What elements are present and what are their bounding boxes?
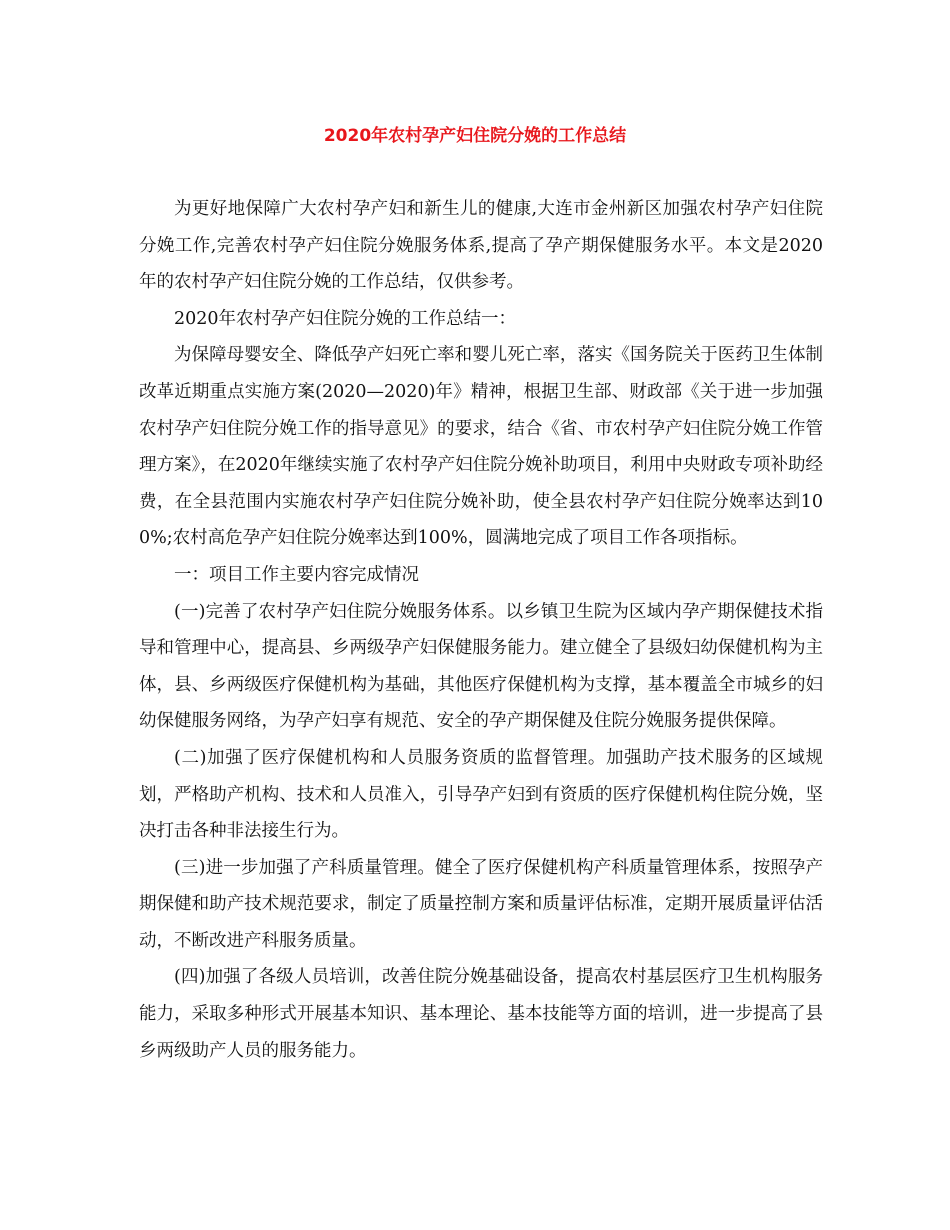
- paragraph-item-1: (一)完善了农村孕产妇住院分娩服务体系。以乡镇卫生院为区域内孕产期保健技术指导和管理中心，提高县、乡两级孕产妇保健服务能力。建立健全了县级妇幼保健机构为主体，县、乡两级医疗保健机构为基础，其他医疗保健机构为支撑，基本覆盖全市城乡的妇幼保健服务网络，为孕产妇享有规范、安全的孕产期保健及住院分娩服务提供保障。: [139, 601, 823, 732]
- paragraph-item-2: (二)加强了医疗保健机构和人员服务资质的监督管理。加强助产技术服务的区域规划，严格助产机构、技术和人员准入，引导孕产妇到有资质的医疗保健机构住院分娩，坚决打击各种非法接生行为。: [139, 747, 823, 842]
- paragraph-intro: 为更好地保障广大农村孕产妇和新生儿的健康,大连市金州新区加强农村孕产妇住院分娩工作,完善农村孕产妇住院分娩服务体系,提高了孕产期保健服务水平。本文是2020年的农村孕产妇住院分娩的工作总结，仅供参考。: [139, 199, 823, 293]
- document-title: 2020年农村孕产妇住院分娩的工作总结: [323, 126, 627, 146]
- document-body: [139, 191, 823, 1069]
- paragraph-item-4: (四)加强了各级人员培训，改善住院分娩基础设备，提高农村基层医疗卫生机构服务能力，采取多种形式开展基本知识、基本理论、基本技能等方面的培训，进一步提高了县乡两级助产人员的服务能力。: [139, 967, 823, 1061]
- paragraph-subheading: 一：项目工作主要内容完成情况: [174, 564, 419, 585]
- paragraph-overview: 为保障母婴安全、降低孕产妇死亡率和婴儿死亡率，落实《国务院关于医药卫生体制改革近期重点实施方案(2020—2020)年》精神，根据卫生部、财政部《关于进一步加强农村孕产妇住院分娩工作的指导意见》的要求，结合《省、市农村孕产妇住院分娩工作管理方案》，在2020年继续实施了农村孕产妇住院分娩补助项目，利用中央财政专项补助经费，在全县范围内实施农村孕产妇住院分娩补助，使全县农村孕产妇住院分娩率达到100%;农村高危孕产妇住院分娩率达到100%，圆满地完成了项目工作各项指标。: [139, 345, 823, 549]
- paragraph-section-heading: 2020年农村孕产妇住院分娩的工作总结一：: [174, 308, 517, 329]
- paragraph-item-3: (三)进一步加强了产科质量管理。健全了医疗保健机构产科质量管理体系，按照孕产期保健和助产技术规范要求，制定了质量控制方案和质量评估标准，定期开展质量评估活动，不断改进产科服务质量。: [139, 857, 823, 951]
